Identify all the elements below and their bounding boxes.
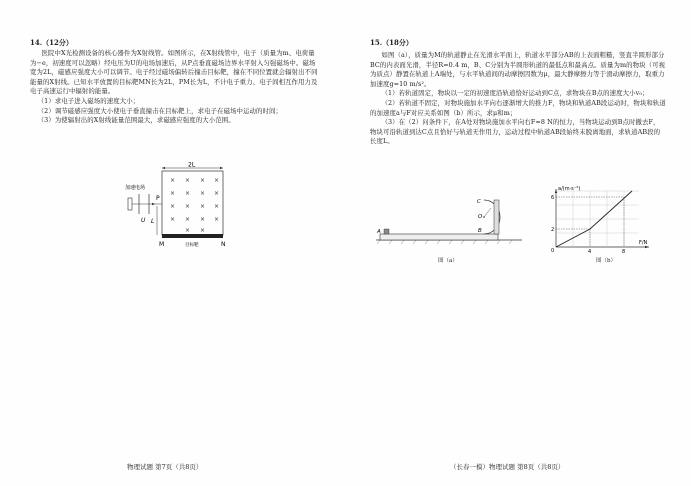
question-15-item-1: （1）若轨道固定，物块以一定的初速度沿轨道恰好运动到C点，求物块在B点的速度大小v₀； — [381, 89, 649, 98]
question-15-item-2: （2）若轨道不固定，对物块施加水平向右逐渐增大的推力F，物块和轨道AB段运动时，物块和轨道的加速度a与F对应关系如图（b）所示，求μ和m； — [370, 98, 666, 117]
field-cross: × — [214, 190, 220, 197]
field-cross: × — [200, 177, 206, 184]
track-base — [380, 234, 498, 240]
graph-grid — [556, 191, 639, 247]
left-page-footer: 物理试题 第7页（共8页） — [127, 463, 203, 471]
field-cross: × — [185, 203, 191, 210]
radius-line — [484, 208, 491, 217]
field-cross: × — [200, 216, 206, 223]
x-tick-8: 8 — [622, 249, 626, 255]
figure-b-caption: 图（b） — [596, 258, 617, 264]
point-o-label: O — [478, 214, 483, 220]
point-m-label: M — [159, 241, 165, 248]
target-label: 目标靶 — [185, 243, 199, 248]
left-page — [0, 0, 345, 486]
field-cross: × — [200, 190, 206, 197]
point-a-label: A — [377, 229, 381, 235]
x-axis-label: F/N — [639, 240, 648, 246]
x-axis-arrow — [645, 246, 649, 248]
field-cross: × — [185, 190, 191, 197]
right-page-footer: （长春一模）物理试题 第8页（共8页） — [450, 463, 565, 471]
field-cross: × — [170, 216, 176, 223]
field-cross: × — [185, 177, 191, 184]
cathode-plate — [128, 198, 132, 210]
question-14-body — [30, 49, 320, 126]
field-cross: × — [185, 216, 191, 223]
field-cross: × — [185, 227, 191, 234]
width-arrow-left — [162, 167, 165, 169]
field-cross: × — [170, 203, 176, 210]
question-15-intro: 如图（a），质量为M的轨道静止在光滑水平面上，轨道水平部分AB的上表面粗糙，竖直半圆形部分BC的内表面光滑，半径R=0.4 m，B、C分别为半圆形轨道的最低点和最高点。质量为m的物块（可视为质点）静置在轨道上A端处，与水平轨道间的动摩擦因数为μ，最大静摩擦力等于滑动摩擦力，取重力加速度g=10 m/s²。 — [370, 51, 666, 88]
accel-field-label: 加速电场 — [125, 185, 146, 191]
question-14-figure — [115, 162, 240, 254]
point-b-label: B — [478, 228, 482, 234]
x-tick-4: 4 — [588, 249, 592, 255]
block — [384, 229, 389, 234]
target-bar — [162, 234, 223, 238]
field-cross: × — [214, 203, 220, 210]
field-cross: × — [170, 190, 176, 197]
point-c-label: C — [477, 199, 481, 205]
field-cross: × — [214, 177, 220, 184]
right-page — [346, 0, 691, 486]
width-arrow-right — [220, 167, 223, 169]
field-cross: × — [214, 216, 220, 223]
question-15-title: 15.（18分） — [370, 38, 413, 47]
field-cross: × — [170, 177, 176, 184]
ground-hatch — [377, 240, 512, 244]
y-tick-2: 2 — [551, 227, 555, 233]
voltage-label: U — [141, 217, 146, 224]
question-15-figure-b — [544, 185, 654, 255]
question-14-intro: 医院中X光检测设备的核心器件为X射线管。如图所示，在X射线管中，电子（质量为m、电荷量为−e，初速度可以忽略）经电压为U的电场加速后，从P点垂直磁场边界水平射入匀强磁场中。磁场宽为2L，磁感应强度大小可以调节。电子经过磁场偏转后撞击目标靶，撞在不同位置就会辐射出不同能量的X射线。已知水平放置的目标靶MN长为2L，PM长为L，不计电子重力、电子间相互作用力及电子高速运行中辐射的能量。 — [30, 49, 318, 96]
field-crosses — [170, 177, 219, 234]
question-15-figure-a — [374, 192, 524, 250]
question-14-item-3: （3）为使辐射出的X射线能量范围最大，求磁感应强度的大小范围。 — [37, 116, 235, 125]
track-wall — [494, 200, 499, 234]
length-l-label: L — [151, 218, 155, 225]
field-cross: × — [200, 227, 206, 234]
electron-direction-arrow — [152, 203, 155, 205]
center-dot — [483, 216, 485, 218]
y-axis-label: a/(m·s⁻²) — [558, 186, 581, 192]
question-14-item-2: （2）调节磁感应强度大小使电子垂直撞击在目标靶上，求电子在磁场中运动的时间； — [37, 106, 282, 115]
point-p-label: P — [156, 195, 160, 202]
y-tick-6: 6 — [551, 195, 555, 201]
question-15-item-3: （3）在（2）问条件下，在A处对物块施加水平向右F=8 N的恒力，当物块运动到B点时撤去F，物块可沿轨道到达C点且恰好与轨道无作用力，运动过程中轨道AB段始终未脱离地面，求轨道AB段的长度L。 — [370, 118, 661, 146]
field-cross: × — [200, 203, 206, 210]
question-14-title: 14.（12分） — [30, 38, 73, 47]
question-15-body — [370, 51, 666, 147]
origin-label: 0 — [551, 248, 555, 254]
figure-a-caption: 图（a） — [438, 258, 458, 264]
question-14-item-1: （1）求电子进入磁场的速度大小； — [37, 96, 140, 105]
width-label: 2L — [188, 162, 196, 169]
point-n-label: N — [221, 241, 226, 248]
